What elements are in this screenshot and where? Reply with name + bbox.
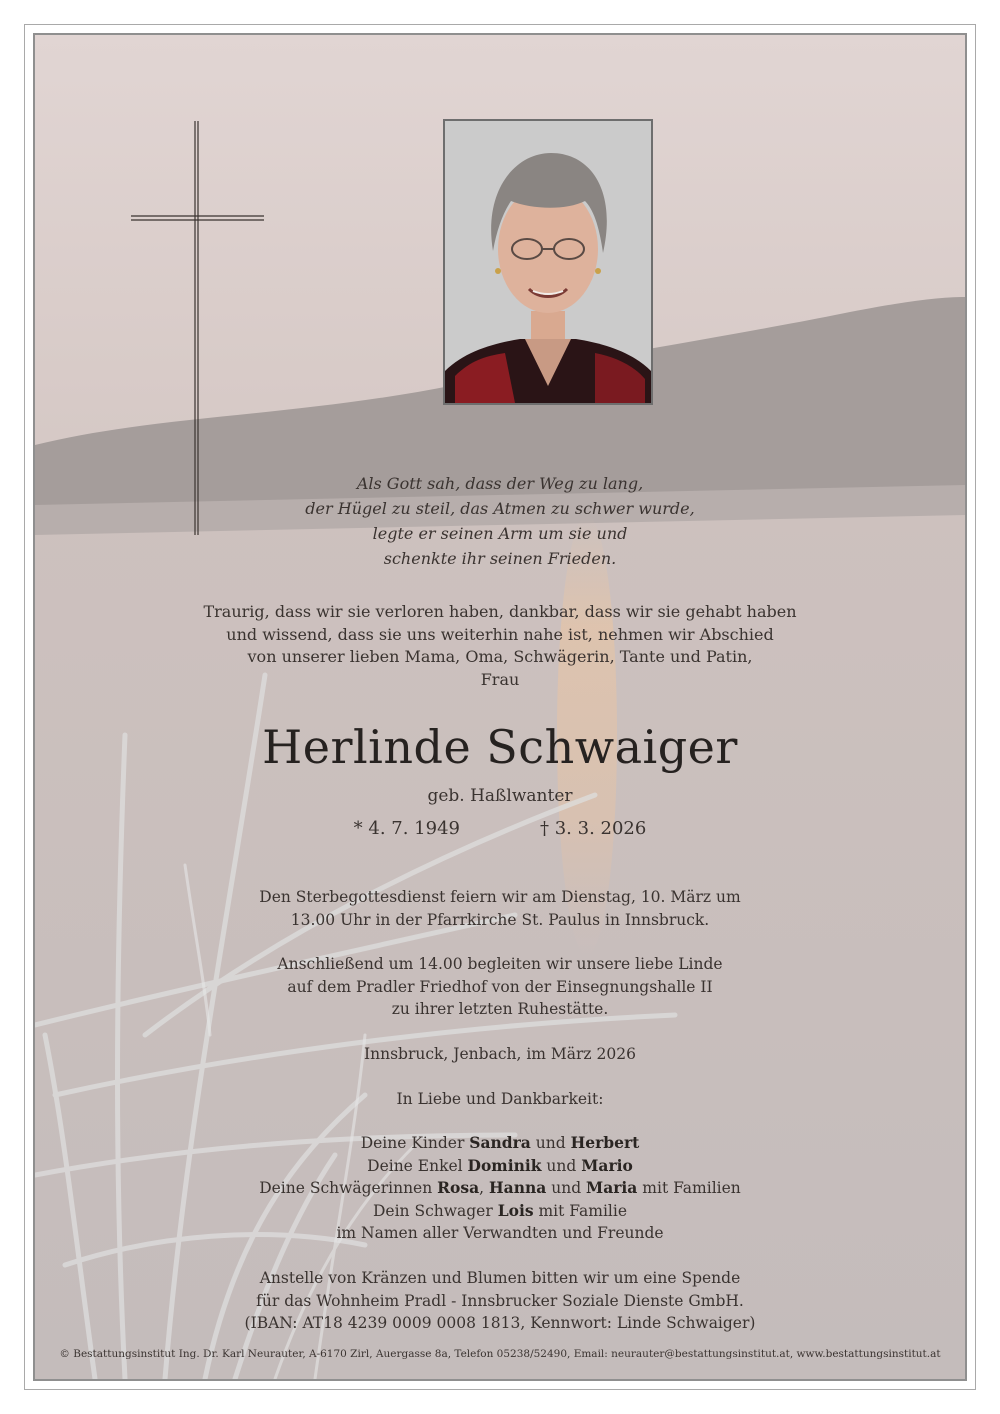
donation-line: (IBAN: AT18 4239 0009 0008 1813, Kennwort: Linde Schwaiger) <box>244 1314 756 1332</box>
mourner-name: Rosa <box>437 1178 480 1197</box>
mourner-name: Mario <box>581 1155 633 1175</box>
burial-info <box>35 953 965 1021</box>
mourner-name: Hanna <box>489 1178 547 1197</box>
death-date: † 3. 3. 2026 <box>540 818 647 839</box>
funeral-home-footer: © Bestattungsinstitut Ing. Dr. Karl Neurauter, A-6170 Zirl, Auergasse 8a, Telefon 05238/52490, Email: neurauter@bestattungsinstitut.at, www.bestattungsinstitut.at <box>59 1348 941 1360</box>
service-info <box>35 886 965 931</box>
mourner-text: mit Familie <box>533 1201 627 1220</box>
mourner-line: im Namen aller Verwandten und Freunde <box>336 1224 664 1242</box>
burial-line: auf dem Pradler Friedhof von der Einsegnungshalle II <box>287 977 713 996</box>
poem-line: Als Gott sah, dass der Weg zu lang, <box>356 474 644 493</box>
mourner-name: Herbert <box>570 1133 640 1152</box>
poem-line: legte er seinen Arm um sie und <box>372 524 628 543</box>
burial-line: zu ihrer letzten Ruhestätte. <box>391 1000 609 1018</box>
mourner-line <box>35 1177 965 1200</box>
birth-date: * 4. 7. 1949 <box>353 818 460 839</box>
service-line: Den Sterbegottesdienst feiern wir am Dienstag, 10. März um <box>259 888 741 906</box>
mourner-text: und <box>546 1179 587 1197</box>
mourner-line <box>35 1132 965 1155</box>
mourner-text: Deine Schwägerinnen <box>259 1179 438 1197</box>
mourner-text: , <box>479 1179 490 1197</box>
mourner-text: und <box>541 1156 582 1175</box>
mourners-list <box>35 1132 965 1245</box>
mourner-name: Lois <box>497 1200 534 1220</box>
mourner-text: Deine Enkel <box>367 1156 468 1175</box>
place-date: Innsbruck, Jenbach, im März 2026 <box>364 1045 636 1063</box>
mourner-name: Sandra <box>469 1133 531 1152</box>
mourner-text: Deine Kinder <box>360 1134 470 1152</box>
poem-line: der Hügel zu steil, das Atmen zu schwer wurde, <box>305 499 695 518</box>
poem-line: schenkte ihr seinen Frieden. <box>383 549 617 568</box>
intro-text <box>35 601 965 691</box>
intro-line: Traurig, dass wir sie verloren haben, dankbar, dass wir sie gehabt haben <box>203 602 797 621</box>
life-dates <box>35 817 965 841</box>
mourner-line <box>35 1155 965 1178</box>
mourner-line <box>35 1200 965 1223</box>
deceased-name: Herlinde Schwaiger <box>262 720 738 774</box>
gratitude-line: In Liebe und Dankbarkeit: <box>396 1090 604 1108</box>
service-line: 13.00 Uhr in der Pfarrkirche St. Paulus in Innsbruck. <box>290 910 710 929</box>
portrait-photo <box>443 119 653 405</box>
donation-line: Anstelle von Kränzen und Blumen bitten wir um eine Spende <box>259 1269 741 1287</box>
mourner-name: Maria <box>586 1178 638 1197</box>
mourner-text: Dein Schwager <box>373 1201 498 1220</box>
donation-line: für das Wohnheim Pradl - Innsbrucker Soziale Dienste GmbH. <box>256 1291 744 1310</box>
intro-line: von unserer lieben Mama, Oma, Schwägerin, Tante und Patin, <box>247 647 753 666</box>
intro-line: Frau <box>480 669 520 689</box>
mourner-name: Dominik <box>467 1155 542 1175</box>
obituary-panel <box>33 33 967 1381</box>
intro-line: und wissend, dass sie uns weiterhin nahe ist, nehmen wir Abschied <box>226 624 774 644</box>
donation-info <box>35 1267 965 1335</box>
mourner-text: mit Familien <box>637 1179 741 1197</box>
portrait-illustration <box>445 121 651 403</box>
maiden-name: geb. Haßlwanter <box>427 786 573 806</box>
burial-line: Anschließend um 14.00 begleiten wir unsere liebe Linde <box>277 955 723 973</box>
poem <box>35 471 965 571</box>
mourner-text: und <box>530 1134 571 1152</box>
